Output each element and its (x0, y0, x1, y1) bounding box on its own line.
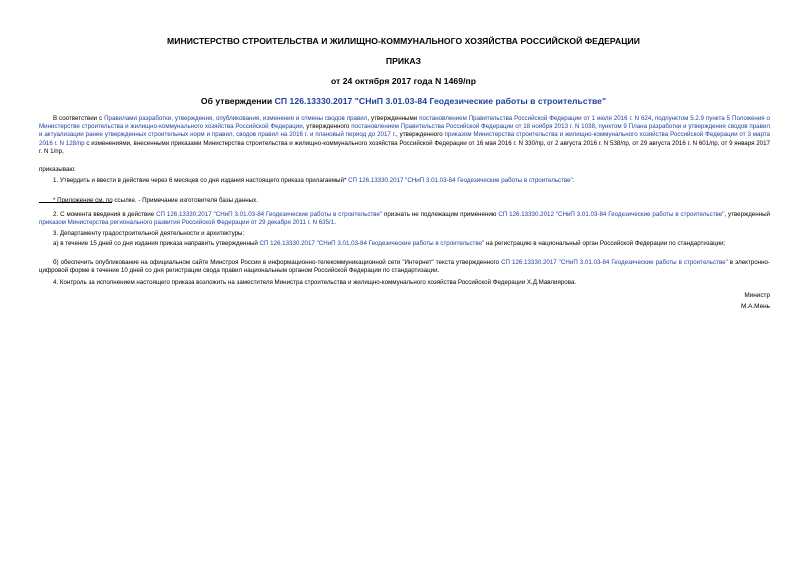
sp-2017-link[interactable]: СП 126.13330.2017 "СНиП 3.01.03-84 Геодезические работы в строительстве" (501, 259, 728, 266)
date-number: от 24 октября 2017 года N 1469/пр (330, 76, 477, 86)
item-text: на регистрацию в национальный орган Российской Федерации по стандартизации; (484, 240, 726, 247)
preamble-text: с изменениями, внесенными приказами Министерства строительства и жилищно-коммунального хозяйства Российской Федерации от 16 мая 2016 г. N 330/пр, от 2 августа 2016 г. N 538/пр, от 29 августа 2016 г. N 601/пр, от 9 января 2017 г. N 1/пр, (39, 139, 770, 155)
footnote: * Приложение см. по ссылке. - Примечание изготовителя базы данных. (53, 197, 258, 204)
rules-link[interactable]: Правилами разработки, утверждения, опубликования, изменения и отмены сводов правил (104, 115, 368, 122)
doc-type-heading: ПРИКАЗ (385, 56, 422, 66)
title-prefix: Об утверждении (200, 96, 275, 106)
preamble-text: , утвержденного (302, 123, 352, 131)
item-text: а) в течение 15 дней со дня издания приказа направить утвержденный (53, 240, 260, 247)
preamble-text: , утвержденными (367, 115, 420, 122)
preamble-text: , (651, 115, 655, 122)
preamble-text: В соответствии с (53, 115, 105, 122)
item-text: признать не подлежащим применению (382, 211, 499, 218)
item-text: . (572, 177, 575, 184)
item-1 (39, 177, 770, 185)
signature-position: Министр (744, 292, 770, 299)
item-text: 1. Утвердить и ввести в действие через 6 месяцев со дня издания настоящего приказа прилагаемый* (53, 177, 349, 184)
sp-2017-link[interactable]: СП 126.13330.2017 "СНиП 3.01.03-84 Геодезические работы в строительстве" (259, 240, 485, 247)
preamble-text: , (594, 123, 599, 131)
title-link[interactable]: СП 126.13330.2017 "СНиП 3.01.03-84 Геодезические работы в строительстве" (274, 96, 607, 106)
item-3-intro: 3. Департаменту градостроительной деятельности и архитектуры: (53, 230, 245, 237)
preamble-paragraph (39, 115, 770, 156)
sp-2012-link[interactable]: СП 126.13330.2012 "СНиП 3.01.03-84 Геодезические работы в строительстве" (498, 211, 725, 218)
order-635-link[interactable]: приказом Министерства регионального развития Российской Федерации от 29 декабря 2011 г. N 635/1 (39, 219, 335, 227)
decree-624-link[interactable]: постановлением Правительства Российской Федерации от 1 июля 2016 г. N 624 (419, 115, 652, 122)
signature-name: М.А.Мень (741, 303, 770, 310)
item-text: 2. С момента введения в действие (53, 211, 157, 218)
order-word: приказываю: (39, 166, 76, 173)
order-128-link[interactable]: приказом Министерства строительства и жилищно-коммунального хозяйства Российской Федерации от 3 марта 2016 г. N 128/пр (39, 131, 770, 147)
decree-1038-link[interactable]: постановлением Правительства Российской Федерации от 18 ноября 2013 г. N 1038 (351, 123, 595, 131)
item-4: 4. Контроль за исполнением настоящего приказа возложить на заместителя Министра строительства и жилищно-коммунального хозяйства Российской Федерации Х.Д.Мавлиярова. (53, 279, 577, 286)
item-text: б) обеспечить опубликование на официальном сайте Минстроя России в информационно-телекоммуникационной сети "Интернет" текста утвержденного (53, 259, 502, 266)
document-title (0, 96, 807, 106)
item-3b (39, 259, 770, 275)
ministry-heading: МИНИСТЕРСТВО СТРОИТЕЛЬСТВА И ЖИЛИЩНО-КОММУНАЛЬНОГО ХОЗЯЙСТВА РОССИЙСКОЙ ФЕДЕРАЦИИ (167, 36, 640, 46)
sp-2017-link[interactable]: СП 126.13330.2017 "СНиП 3.01.03-84 Геодезические работы в строительстве" (348, 177, 573, 184)
item-text: , утвержденный (724, 211, 770, 218)
item-3a (39, 240, 770, 248)
sp-2017-link[interactable]: СП 126.13330.2017 "СНиП 3.01.03-84 Геодезические работы в строительстве" (156, 211, 383, 218)
item-2 (39, 211, 770, 227)
plan-link[interactable]: пунктом 9 Плана разработки и утверждения сводов правил и актуализации ранее утвержденных строительных норм и правил, сводов правил на 2016 г. и плановый период до 2017 г. (39, 123, 770, 139)
regulation-link[interactable]: подпунктом 5.2.9 пункта 5 Положения о Министерстве строительства и жилищно-коммунального хозяйства Российской Федерации (39, 115, 770, 131)
item-text: . (334, 219, 336, 227)
preamble-text: , утвержденного (395, 131, 445, 139)
item-text: в электронно-цифровой форме в течение 10 дней со дня регистрации свода правил национальным органом Российской Федерации по стандартизации. (39, 259, 770, 275)
